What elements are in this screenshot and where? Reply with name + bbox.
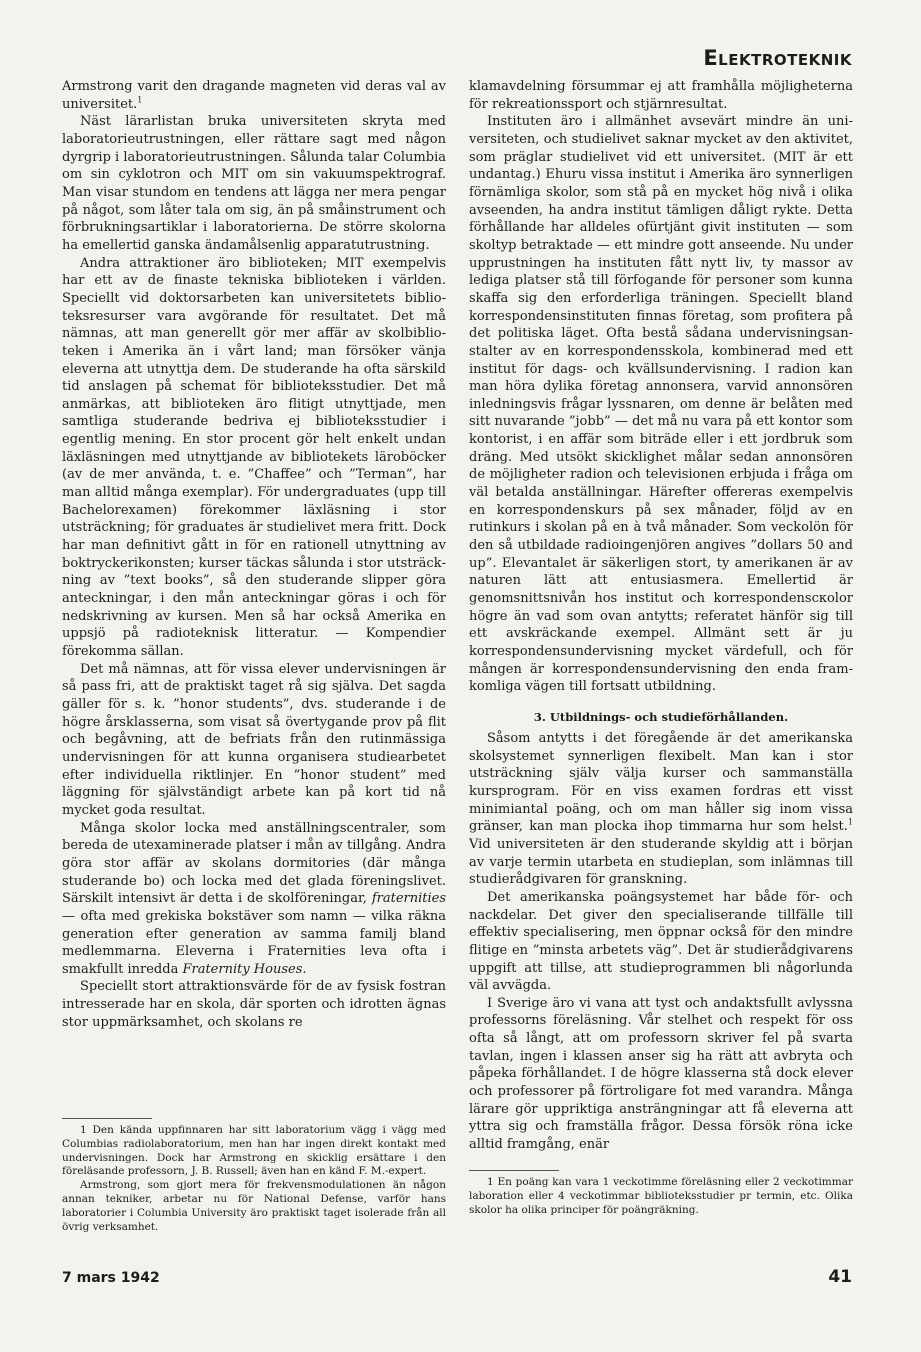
paragraph: Det amerikanska poängsystemet har både för- och nackdelar. Det giver den specialiserande tillfälle till effektiv specialisering, men öppnar också för den mindre flitige en ”minsta arbetets väg”. Det är studierådgivarens uppgift att tillse, att studieprogrammen bli någorlunda väl avvägda. xyxy=(469,889,853,994)
right-column xyxy=(469,78,853,1154)
left-footnotes xyxy=(62,1124,446,1234)
footnote-ref: 1 xyxy=(847,817,853,827)
paragraph: Speciellt stort attraktionsvärde för de av fysisk fostran intresserade har en skola, där sporten och idrotten ägnas stor uppmärksamhet, och skolans re xyxy=(62,979,446,1030)
paragraph xyxy=(62,820,446,979)
paragraph-text: Såsom antytts i det föregående är det amerikanska skolsystemet synnerligen flexibelt. Man kan i stor utsträckning själv välja kurser och sammanställa kursprogram. För en viss examen fordras ett visst minimiantal poäng, och om man håller sig inom vissa gränser, kan man plocka ihop timmarna hur som helst. xyxy=(469,730,853,835)
paragraph-text: Vid universiteten är den studerande skyldig att i början av varje termin utarbeta en studieplan, som inlämnas till studierådgivaren för granskning. xyxy=(469,836,853,888)
paragraph: Instituten äro i allmänhet avsevärt mindre än universiteten, och studielivet saknar mycket av den aktivitet, som präglar studielivet vid ett universitet. (MIT är ett undantag.) Ehuru vissa institut i Amerika äro synnerligen förnämliga skolor, som stå på en mycket hög nivå i olika avseenden, ha andra institut tämligen dåligt rykte. Detta förhållande har alldeles ofürtjänt givit instituten — som skoltyp betraktade — ett mindre gott anseende. Nu under upprustningen ha instituten fått nytt liv, ty massor av lediga platser stå till förfogande för personer som kunna skaffa sig den erforderliga träningen. Speciellt bland korrespondensinstituten finnas företag, som profitera på det politiska läget. Ofta bestå sådana undervisningsanstalter av en korrespondensskola, kombinerad med ett institut för dags- och kvällsundervisning. I radion kan man höra dylika företag annonsera, varvid annonsören inledningsvis frågar lyssnaren, om denne är belåten med sitt nuvarande ”jobb” — det må nu vara på ett kontor som kontorist, i en affär som biträde eller i ett jordbruk som dräng. Med utsökt skicklighet målar sedan annonsören de möjligheter radion och televisionen erbjuda i fråga om väl betalda anställningar. Härefter offereras exempelvis en korrespondenskurs på sex månader, följd av en rutinkurs i skolan på en à två månader. Som veckolön för den så utbildade radioingenjören angives ”dollars 50 and up”. Elevantalet är säkerligen stort, ty amerikanen är av naturen lätt att entusiasmera. Emellertid är genomsnittsnivån hos institut och korrespondensскоlor högre än vad som ovan antytts; referatet hänför sig till ett avskräckande exempel. Allmänt sett är ju korrespondensundervisning mycket värdefull, och för mången är korrespondensundervisning den enda framkomliga vägen till fortsatt utbildning. xyxy=(469,114,853,695)
paragraph-text: — ofta med grekiska bokstäver som namn — vilka räkna generation efter generation av samma familj bland medlemmarna. Eleverna i Fraternities leva ofta i smakfullt inredda xyxy=(62,908,446,977)
footnote: Armstrong, som gjort mera för frekvensmodulationen än någon annan tekniker, arbetar nu för National Defense, varför hans laboratorier i Columbia University äro praktiskt taget isolerade från all övrig verksamhet. xyxy=(62,1179,446,1233)
paragraph: Näst lärarlistan bruka universiteten skryta med laboratorieutrustningen, eller rättare sagt med någon dyrgrip i laboratorieutrustningen. Sålunda talar Columbia om sin cyklotron och MIT om sin vakuumspektrograf. Man visar stundom en tendens att lägga ner mera pengar på något, som låter tala om sig, än på småinstrument och förbrukningsartiklar i laboratorierna. De större skolorna ha emellertid ganska ändamålsenlig apparatutrustning. xyxy=(62,114,446,253)
paragraph xyxy=(62,78,446,113)
paragraph: Andra attraktioner äro biblioteken; MIT exempelvis har ett av de finaste tekniska biblioteken i världen. Speciellt vid doktorsarbeten kan universitetets biblioteksresurser vara avgörande för resultatet. Det må nämnas, att man generellt gör mer affär av skolbiblioteken i Amerika än i vårt land; man försöker vänja eleverna att utnyttja dem. De studerande ha ofta särskild tid anslagen på schemat för biblioteksstudier. Det må anmärkas, att biblioteken äro flitigt utnyttjade, men samtliga studerande bedriva ej biblioteksstudier i egentlig mening. En stor procent gör helt enkelt undan läxläsningen med utnyttjande av bibliotekets läroböcker (av de mer använda, t. e. ”Chaffee” och ”Terman”, har man alltid många exemplar). För undergraduates (upp till Bachelorexamen) förekommer läxläsning i stor utsträckning; för graduates är studielivet mera fritt. Dock har man definitivt gått in för en rationell utnyttning av boktryckerikonsten; kurser täckas sålunda i stor utsträckning av ”text books”, så den studerande slipper göra anteckningar, i den mån anteckningar göras i och för nedskrivning av kursen. Men så har också Amerika en uppsjö på radioteknisk litteratur. — Kompendier förekomma sällan. xyxy=(62,255,446,659)
paragraph: I Sverige äro vi vana att tyst och andaktsfullt avlyssna professorns föreläsning. Vår stelhet och respekt för oss ofta så långt, att om professorn skriver fel på svarta tavlan, ingen i klassen anser sig ha rätt att avbryta och påpeka förhållandet. I de högre klasserna stå dock elever och professorer på förtroligare fot med varandra. Många lärare gör uppriktiga ansträngningar att få eleverna att yttra sig och framställa frågor. Dessa försök röna icke alltid framgång, enär xyxy=(469,995,853,1153)
emphasis-text: fraternities xyxy=(371,891,446,907)
paragraph xyxy=(469,730,853,889)
section-heading: 3. Utbildnings- och studieförhållanden. xyxy=(533,709,789,724)
right-footnotes xyxy=(469,1176,853,1217)
paragraph-text: Många skolor locka med anställningscentraler, som bereda de utexaminerade platser i mån av tillgång. Andra göra stor affär av skolans dormitories (där många studerande bo) och locka med det glada föreningslivet. Särskilt intensivt är detta i de skolföreningar, xyxy=(62,820,446,907)
paragraph-text: Armstrong varit den dragande magneten vid deras val av universitet. xyxy=(62,79,446,112)
section-title: Elektroteknik xyxy=(703,46,852,70)
paragraph-text: . xyxy=(302,961,307,977)
paragraph: Det må nämnas, att för vissa elever undervisningen är så pass fri, att de praktiskt taget rå sig själva. Det sagda gäller för s. k. ”honor students”, dvs. studerande i de högre årsklasserna, som visat så övertygande prov på flit och begåvning, att de befriats från den rutinmässiga undervisningen för att kunna organisera studiearbetet efter individuella riktlinjer. En ”honor student” med läggning för självständigt arbete kan på kort tid nå mycket goda resultat. xyxy=(62,661,446,818)
footnote: 1 Den kända uppfinnaren har sitt laboratorium vägg i vägg med Columbias radiolaboratorium, men han har ingen direkt kontakt med undervisningen. Dock har Armstrong en skicklig ersättare i den föreläsande professorn, J. B. Russell; även han en känd F. M.-expert. xyxy=(62,1124,446,1178)
left-column xyxy=(62,78,446,1031)
footnote-ref: 1 xyxy=(137,95,143,105)
footnote: 1 En poäng kan vara 1 veckotimme föreläsning eller 2 veckotimmar laboration eller 4 veckotimmar biblioteksstudier pr termin, etc. Olika skolor ha olika principer för poängräkning. xyxy=(469,1176,853,1216)
footnote-divider xyxy=(62,1118,152,1119)
footnote-divider xyxy=(469,1170,559,1171)
emphasis-text: Fraternity Houses xyxy=(182,961,303,977)
issue-date: 7 mars 1942 xyxy=(62,1270,160,1286)
page-number: 41 xyxy=(828,1267,852,1287)
paragraph: klamavdelning försummar ej att framhålla möjligheterna för rekreationssport och stjärnresultat. xyxy=(469,79,853,112)
